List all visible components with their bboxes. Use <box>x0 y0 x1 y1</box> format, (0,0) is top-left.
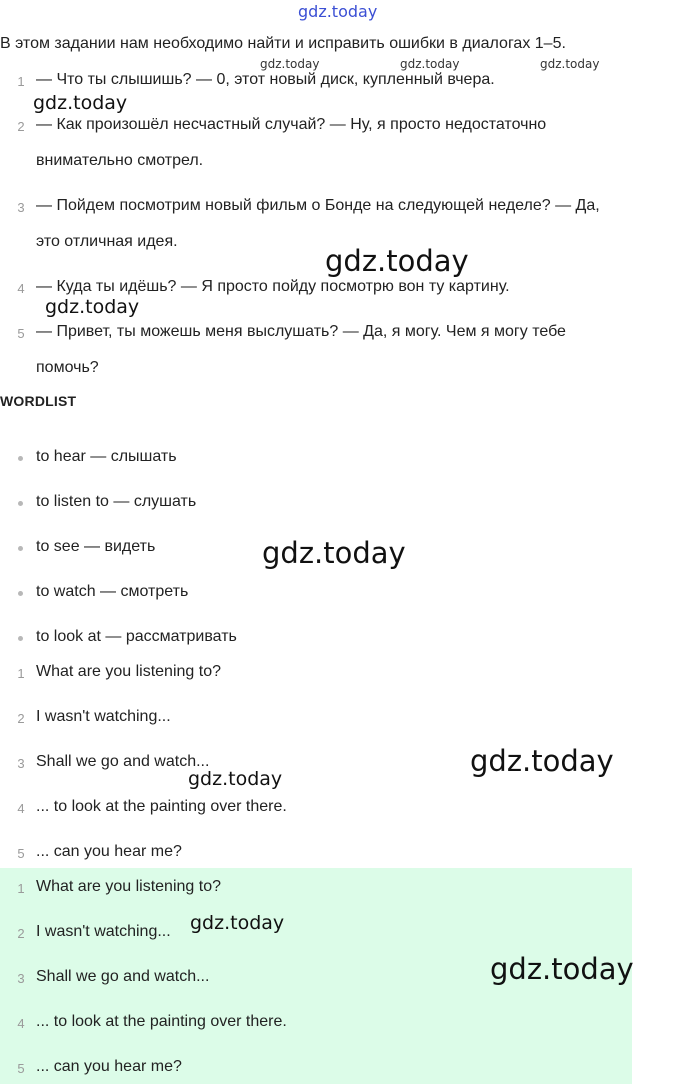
bullet-dot <box>18 546 23 551</box>
wordlist-item: to hear — слышать <box>36 448 177 465</box>
wordlist-item: to listen to — слушать <box>36 493 197 510</box>
watermark: gdz.today <box>540 57 600 71</box>
watermark: gdz.today <box>260 57 320 71</box>
answer-number: 2 <box>17 711 25 726</box>
bullet-dot <box>18 636 23 641</box>
watermark-top: gdz.today <box>298 2 378 21</box>
answer-number: 1 <box>17 881 25 896</box>
dialog-line: помочь? <box>36 359 99 376</box>
answer-number: 3 <box>17 971 25 986</box>
dialog-line: — Как произошёл несчастный случай? — Ну, я просто недостаточно <box>36 116 547 133</box>
answer-text: I wasn't watching... <box>36 708 171 725</box>
dialog-line: — Что ты слышишь? — 0, этот новый диск, купленный вчера. <box>36 71 495 88</box>
bullet-dot <box>18 501 23 506</box>
watermark: gdz.today <box>490 952 634 986</box>
answer-text: What are you listening to? <box>36 878 221 895</box>
dialog-number: 4 <box>17 281 25 296</box>
dialog-number: 5 <box>17 326 25 341</box>
dialog-number: 1 <box>17 74 25 89</box>
answer-text: Shall we go and watch... <box>36 753 210 770</box>
bullet-dot <box>18 591 23 596</box>
wordlist-heading: WORDLIST <box>0 393 77 409</box>
answer-text: What are you listening to? <box>36 663 221 680</box>
answer-number: 5 <box>17 846 25 861</box>
wordlist-item: to see — видеть <box>36 538 156 555</box>
answer-text: Shall we go and watch... <box>36 968 210 985</box>
watermark: gdz.today <box>45 296 140 318</box>
dialog-line: — Пойдем посмотрим новый фильм о Бонде на следующей неделе? — Да, <box>36 197 600 214</box>
dialog-line: — Куда ты идёшь? — Я просто пойду посмотрю вон ту картину. <box>36 278 510 295</box>
dialog-number: 3 <box>17 200 25 215</box>
answer-text: ... can you hear me? <box>36 1058 182 1075</box>
answer-number: 2 <box>17 926 25 941</box>
watermark: gdz.today <box>33 92 128 114</box>
task-intro: В этом задании нам необходимо найти и исправить ошибки в диалогах 1–5. <box>0 35 566 52</box>
answer-number: 5 <box>17 1061 25 1076</box>
answer-number: 4 <box>17 801 25 816</box>
watermark: gdz.today <box>400 57 460 71</box>
dialog-line: — Привет, ты можешь меня выслушать? — Да, я могу. Чем я могу тебе <box>36 323 566 340</box>
dialog-line: это отличная идея. <box>36 233 178 250</box>
wordlist-item: to watch — смотреть <box>36 583 189 600</box>
answer-text: I wasn't watching... <box>36 923 171 940</box>
watermark: gdz.today <box>262 536 406 570</box>
wordlist-item: to look at — рассматривать <box>36 628 237 645</box>
watermark: gdz.today <box>188 768 283 790</box>
dialog-number: 2 <box>17 119 25 134</box>
watermark: gdz.today <box>325 244 469 278</box>
answer-text: ... to look at the painting over there. <box>36 1013 287 1030</box>
answer-number: 1 <box>17 666 25 681</box>
watermark: gdz.today <box>190 912 285 934</box>
watermark: gdz.today <box>470 744 614 778</box>
answer-text: ... to look at the painting over there. <box>36 798 287 815</box>
answer-text: ... can you hear me? <box>36 843 182 860</box>
bullet-dot <box>18 456 23 461</box>
answer-number: 3 <box>17 756 25 771</box>
answer-number: 4 <box>17 1016 25 1031</box>
dialog-line: внимательно смотрел. <box>36 152 204 169</box>
